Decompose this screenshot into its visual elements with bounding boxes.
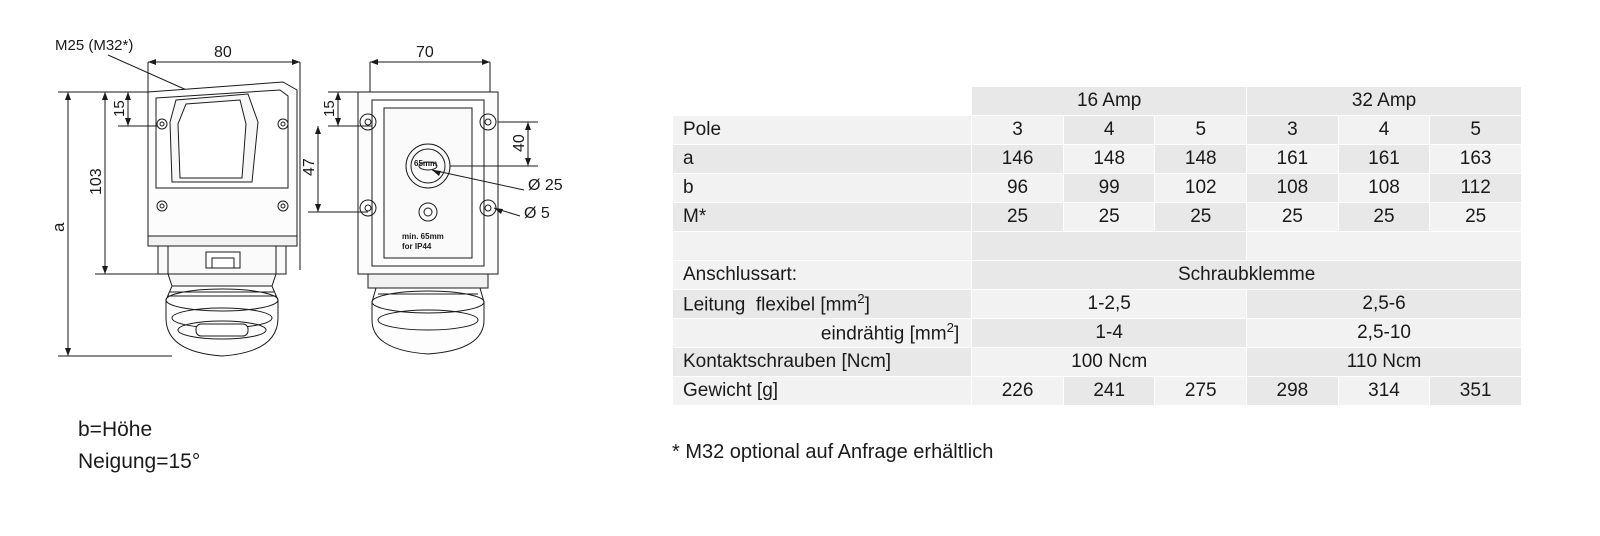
- cell-pole-16-3: 3: [972, 116, 1064, 145]
- spacer-right: [1247, 232, 1522, 261]
- note-tilt: Neigung=15°: [78, 450, 201, 473]
- cell-m-16-4: 25: [1063, 203, 1155, 232]
- row-label-b: b: [673, 174, 972, 203]
- cell-weight-16-3: 226: [972, 377, 1064, 406]
- spacer-label: [673, 232, 972, 261]
- table-row: [673, 348, 1522, 377]
- cell-pole-32-5: 5: [1430, 116, 1522, 145]
- cell-solid-32: 2,5-10: [1247, 319, 1522, 348]
- cell-weight-16-5: 275: [1155, 377, 1247, 406]
- cell-screws-32: 110 Ncm: [1247, 348, 1522, 377]
- cell-weight-16-4: 241: [1063, 377, 1155, 406]
- table-row: [673, 116, 1522, 145]
- cell-b-16-3: 96: [972, 174, 1064, 203]
- amp-header-blank: [673, 87, 972, 116]
- cell-flexible-32: 2,5-6: [1247, 290, 1522, 319]
- label-dim-15-left: 15: [111, 100, 128, 117]
- cell-solid-16: 1-4: [972, 319, 1247, 348]
- label-dim-40: 40: [511, 134, 528, 152]
- label-dim-80: 80: [214, 44, 232, 61]
- cell-pole-32-4: 4: [1338, 116, 1430, 145]
- label-body-text-1: min. 65mm: [402, 232, 444, 241]
- cell-m-16-5: 25: [1155, 203, 1247, 232]
- cell-screws-16: 100 Ncm: [972, 348, 1247, 377]
- cell-pole-16-5: 5: [1155, 116, 1247, 145]
- cell-b-16-4: 99: [1063, 174, 1155, 203]
- cell-a-32-3: 161: [1247, 145, 1339, 174]
- cell-a-32-4: 161: [1338, 145, 1430, 174]
- cell-pole-32-3: 3: [1247, 116, 1339, 145]
- table-row: [673, 174, 1522, 203]
- cell-weight-32-5: 351: [1430, 377, 1522, 406]
- label-dim-70: 70: [416, 44, 434, 61]
- table-row: [673, 203, 1522, 232]
- cell-a-32-5: 163: [1430, 145, 1522, 174]
- table-row: [673, 290, 1522, 319]
- cell-pole-16-4: 4: [1063, 116, 1155, 145]
- cell-a-16-4: 148: [1063, 145, 1155, 174]
- label-dim-103: 103: [88, 168, 105, 195]
- table-row: [673, 145, 1522, 174]
- row-label-m: M*: [673, 203, 972, 232]
- cell-m-32-5: 25: [1430, 203, 1522, 232]
- cell-m-32-4: 25: [1338, 203, 1430, 232]
- table-row-amp-header: [673, 87, 1522, 116]
- label-dim-15-right: 15: [321, 100, 338, 117]
- row-label-solid: eindrähtig $[mm^2]$: [673, 319, 972, 348]
- cell-a-16-3: 146: [972, 145, 1064, 174]
- row-label-weight: Gewicht [g]: [673, 377, 972, 406]
- table-row: [673, 319, 1522, 348]
- row-label-a: a: [673, 145, 972, 174]
- row-label-flexible: Leitung flexibel $[mm^2]$: [673, 290, 972, 319]
- table-row: [673, 377, 1522, 406]
- cell-b-16-5: 102: [1155, 174, 1247, 203]
- label-thread: M25 (M32*): [55, 37, 134, 54]
- row-label-connection: Anschlussart:: [673, 261, 972, 290]
- spec-table: [672, 86, 1522, 406]
- cell-weight-32-4: 314: [1338, 377, 1430, 406]
- table-footnote: * M32 optional auf Anfrage erhältlich: [672, 441, 994, 463]
- amp-header-32: 32 Amp: [1247, 87, 1522, 116]
- label-dim-47: 47: [301, 158, 318, 176]
- row-label-pole: Pole: [673, 116, 972, 145]
- amp-header-16: 16 Amp: [972, 87, 1247, 116]
- label-dia-25: Ø 25: [528, 177, 563, 194]
- spec-table-container: [672, 86, 1522, 406]
- table-row-connection: [673, 261, 1522, 290]
- table-row-spacer: [673, 232, 1522, 261]
- cell-m-32-3: 25: [1247, 203, 1339, 232]
- cell-weight-32-3: 298: [1247, 377, 1339, 406]
- label-dia-5: Ø 5: [524, 205, 550, 222]
- row-label-screws: Kontaktschrauben [Ncm]: [673, 348, 972, 377]
- cell-a-16-5: 148: [1155, 145, 1247, 174]
- label-body-text-2: for IP44: [402, 242, 432, 251]
- cell-flexible-16: 1-2,5: [972, 290, 1247, 319]
- label-brand: 65mm: [414, 159, 438, 168]
- cell-connection-value: Schraubklemme: [972, 261, 1522, 290]
- cell-m-16-3: 25: [972, 203, 1064, 232]
- note-height: b=Höhe: [78, 418, 153, 441]
- spacer-left: [972, 232, 1247, 261]
- cell-b-32-5: 112: [1430, 174, 1522, 203]
- label-dim-a: a: [49, 222, 68, 232]
- cell-b-32-4: 108: [1338, 174, 1430, 203]
- cell-b-32-3: 108: [1247, 174, 1339, 203]
